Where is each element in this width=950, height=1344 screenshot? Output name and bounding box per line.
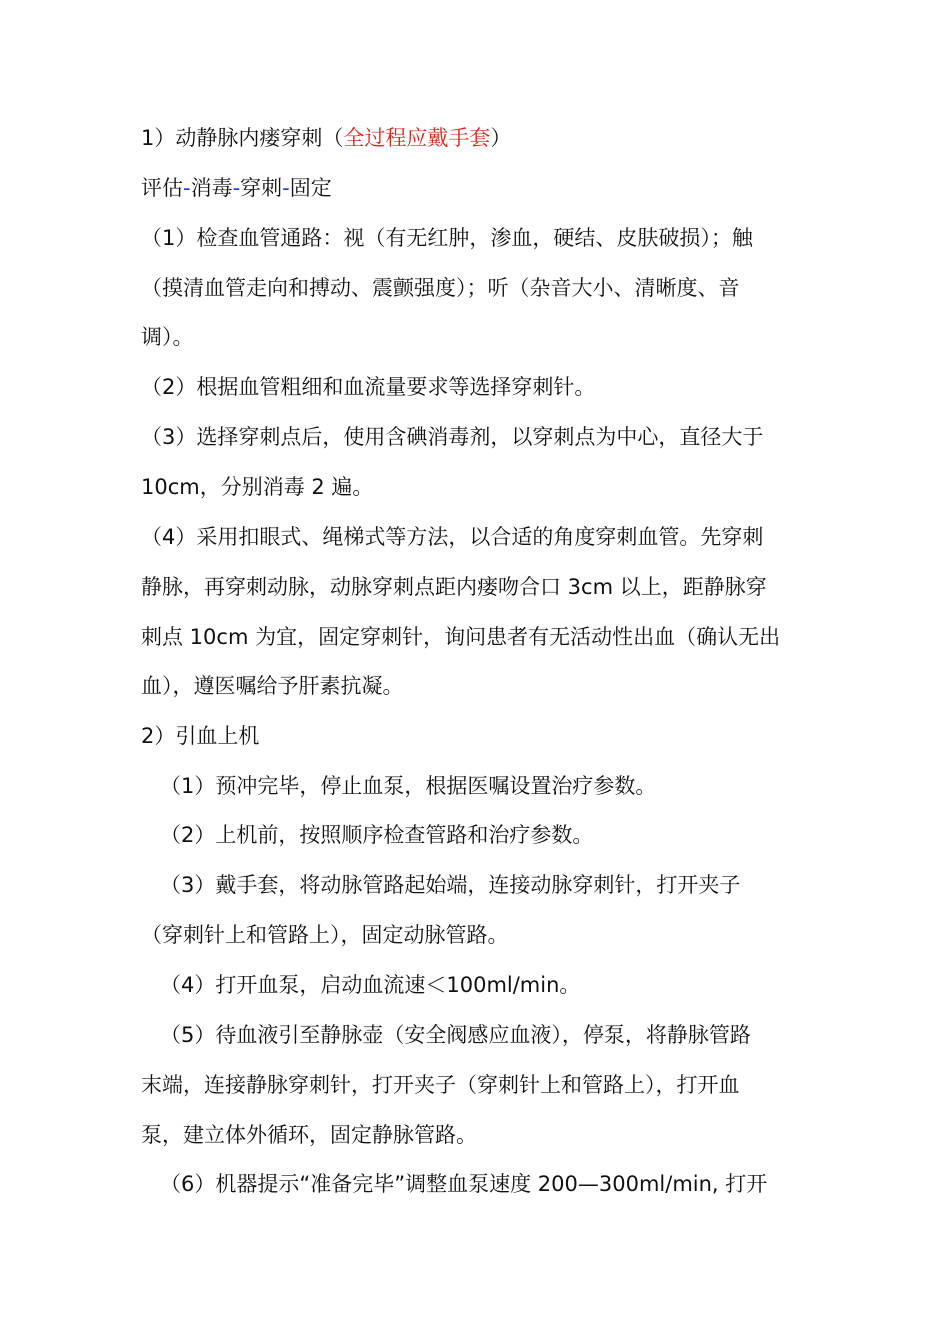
paragraph-line: （6）机器提示“准备完毕”调整血泵速度 200—300ml/min, 打开: [160, 1172, 768, 1196]
paragraph-line: 血），遵医嘱给予肝素抗凝。: [141, 674, 404, 698]
procedure-steps: [141, 173, 332, 203]
heading-text: 1）动静脉内瘘穿刺（: [141, 126, 344, 150]
heading-close: ）: [490, 126, 512, 150]
paragraph-line: 调）。: [141, 325, 194, 349]
step-dash: -: [183, 176, 191, 200]
section-1-heading: [141, 123, 511, 153]
paragraph-line: 泵，建立体外循环，固定静脉管路。: [141, 1123, 477, 1147]
paragraph-line: （2）上机前，按照顺序检查管路和治疗参数。: [160, 823, 594, 847]
section-2-heading: 2）引血上机: [141, 724, 260, 748]
paragraph-line: 静脉，再穿刺动脉，动脉穿刺点距内瘘吻合口 3cm 以上，距静脉穿: [141, 575, 767, 599]
step-dash: -: [282, 176, 290, 200]
paragraph-line: （4）打开血泵，启动血流速＜100ml/min。: [160, 973, 581, 997]
step-puncture: 穿刺: [240, 176, 283, 200]
paragraph-line: （穿刺针上和管路上），固定动脉管路。: [141, 923, 509, 947]
paragraph-line: （摸清血管走向和搏动、震颤强度）；听（杂音大小、清晰度、音: [141, 276, 740, 300]
paragraph-line: （2）根据血管粗细和血流量要求等选择穿刺针。: [141, 375, 596, 399]
paragraph-line: （1）检查血管通路：视（有无红肿，渗血，硬结、皮肤破损）；触: [141, 226, 753, 250]
step-fix: 固定: [289, 176, 332, 200]
step-dash: -: [232, 176, 241, 200]
paragraph-line: （1）预冲完毕，停止血泵，根据医嘱设置治疗参数。: [160, 774, 657, 798]
paragraph-line: （3）选择穿刺点后，使用含碘消毒剂，以穿刺点为中心，直径大于: [141, 425, 764, 449]
paragraph-line: （3）戴手套，将动脉管路起始端，连接动脉穿刺针，打开夹子: [160, 873, 741, 897]
paragraph-line: 末端，连接静脉穿刺针，打开夹子（穿刺针上和管路上），打开血: [141, 1073, 740, 1097]
glove-warning: 全过程应戴手套: [343, 126, 491, 150]
paragraph-line: 刺点 10cm 为宜，固定穿刺针，询问患者有无活动性出血（确认无出: [141, 625, 781, 649]
paragraph-line: （4）采用扣眼式、绳梯式等方法，以合适的角度穿刺血管。先穿刺: [141, 525, 764, 549]
step-disinfect: 消毒: [190, 176, 233, 200]
paragraph-line: 10cm，分别消毒 2 遍。: [141, 475, 374, 499]
paragraph-line: （5）待血液引至静脉壶（安全阀感应血液），停泵，将静脉管路: [160, 1023, 751, 1047]
step-assess: 评估: [141, 176, 183, 200]
